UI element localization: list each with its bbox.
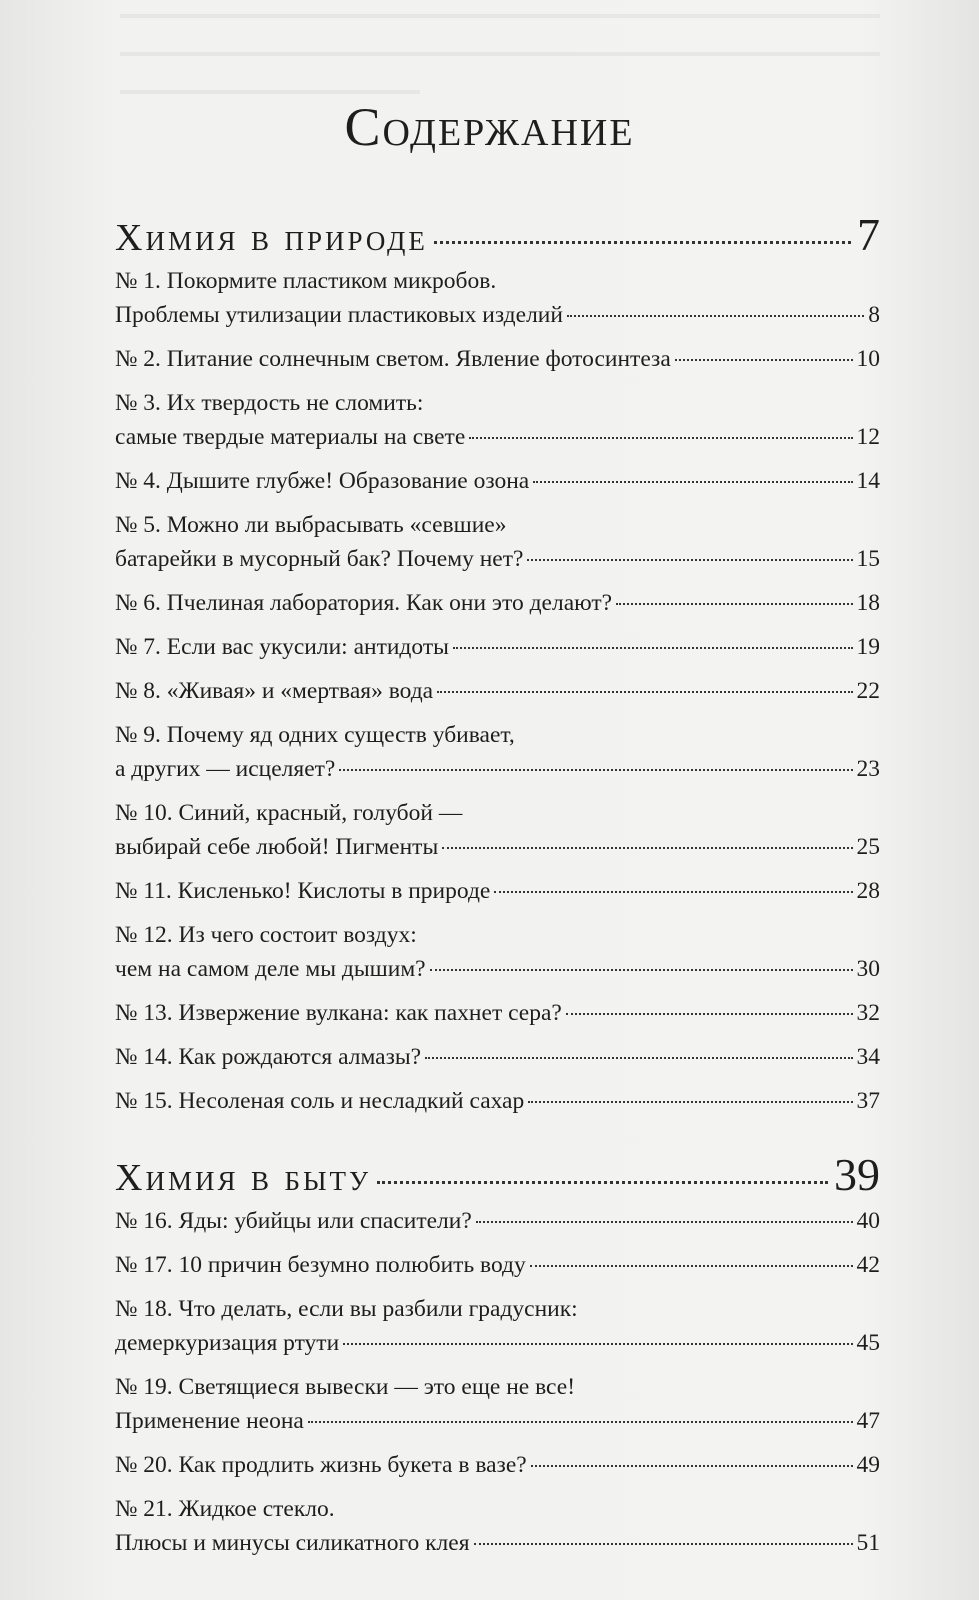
dot-leader: [528, 1101, 852, 1103]
entry-title-line1: № 12. Из чего состоит воздух:: [115, 922, 417, 948]
entry-title-line1: № 10. Синий, красный, голубой —: [115, 800, 463, 826]
toc-entry[interactable]: [115, 264, 880, 332]
dot-leader: [474, 1543, 853, 1545]
toc-entry[interactable]: [115, 874, 880, 908]
entry-page-number: 23: [856, 756, 880, 782]
dot-leader: [494, 891, 852, 893]
toc-entry[interactable]: [115, 1040, 880, 1074]
dot-leader: [530, 1265, 853, 1267]
toc-entry[interactable]: [115, 1492, 880, 1560]
entry-page-number: 42: [856, 1252, 880, 1278]
entry-page-number: 12: [856, 424, 880, 450]
entry-page-number: 14: [856, 468, 880, 494]
dot-leader: [531, 1465, 853, 1467]
entry-title-line2: чем на самом деле мы дышим?: [115, 956, 426, 982]
section-page-number: 7: [857, 209, 880, 260]
entry-title: № 11. Кисленько! Кислоты в природе: [115, 878, 491, 904]
entry-title-line2: батарейки в мусорный бак? Почему нет?: [115, 546, 524, 572]
entry-title: № 15. Несоленая соль и несладкий сахар: [115, 1088, 525, 1114]
entry-page-number: 34: [856, 1044, 880, 1070]
entry-title-line1: № 3. Их твердость не сломить:: [115, 390, 424, 416]
entry-title: № 14. Как рождаются алмазы?: [115, 1044, 422, 1070]
page-title: Содержание: [344, 97, 635, 157]
entry-title-line1: № 19. Светящиеся вывески — это еще не все!: [115, 1374, 576, 1400]
entry-title-line1: № 18. Что делать, если вы разбили градусник:: [115, 1296, 578, 1322]
dot-leader: [442, 847, 852, 849]
entry-title-line2: Плюсы и минусы силикатного клея: [115, 1530, 470, 1556]
toc-entry[interactable]: [115, 1448, 880, 1482]
entry-title-line2: Применение неона: [115, 1408, 304, 1434]
bleed-through-line: [120, 14, 880, 18]
dot-leader: [616, 603, 852, 605]
entry-title: № 4. Дышите глубже! Образование озона: [115, 468, 530, 494]
entry-page-number: 28: [856, 878, 880, 904]
dot-leader: [430, 969, 853, 971]
toc-entry[interactable]: [115, 796, 880, 864]
toc-entry[interactable]: [115, 1084, 880, 1118]
dot-leader: [476, 1221, 853, 1223]
toc-entry[interactable]: [115, 718, 880, 786]
entry-page-number: 15: [856, 546, 880, 572]
table-of-contents: [115, 208, 880, 1560]
dot-leader: [453, 647, 853, 649]
dot-leader: [434, 241, 851, 244]
entry-page-number: 49: [856, 1452, 880, 1478]
entry-title-line2: самые твердые материалы на свете: [115, 424, 466, 450]
dot-leader: [469, 437, 852, 439]
entry-page-number: 40: [856, 1208, 880, 1234]
section-title: Химия в быту: [115, 1157, 372, 1199]
entry-title: № 2. Питание солнечным светом. Явление фотосинтеза: [115, 346, 671, 372]
dot-leader: [339, 769, 852, 771]
entry-page-number: 47: [856, 1408, 880, 1434]
entry-title: № 13. Извержение вулкана: как пахнет сера?: [115, 1000, 562, 1026]
toc-entry[interactable]: [115, 464, 880, 498]
dot-leader: [527, 559, 852, 561]
entry-title-line2: Проблемы утилизации пластиковых изделий: [115, 302, 563, 328]
toc-entry[interactable]: [115, 1370, 880, 1438]
section-title: Химия в природе: [115, 217, 428, 259]
entry-title: № 7. Если вас укусили: антидоты: [115, 634, 449, 660]
toc-entry[interactable]: [115, 630, 880, 664]
toc-entry[interactable]: [115, 1204, 880, 1238]
entry-page-number: 51: [856, 1530, 880, 1556]
entry-title: № 16. Яды: убийцы или спасители?: [115, 1208, 472, 1234]
dot-leader: [343, 1343, 852, 1345]
dot-leader: [377, 1181, 828, 1184]
toc-entry[interactable]: [115, 342, 880, 376]
entry-page-number: 22: [856, 678, 880, 704]
toc-entry[interactable]: [115, 1292, 880, 1360]
dot-leader: [308, 1421, 853, 1423]
toc-entry[interactable]: [115, 996, 880, 1030]
entry-title-line2: демеркуризация ртути: [115, 1330, 340, 1356]
entry-title: № 20. Как продлить жизнь букета в вазе?: [115, 1452, 527, 1478]
bleed-through-line: [120, 52, 880, 56]
entry-title-line1: № 9. Почему яд одних существ убивает,: [115, 722, 515, 748]
bleed-through-line: [120, 90, 420, 94]
section-heading[interactable]: [115, 208, 880, 264]
entry-title-line2: выбирай себе любой! Пигменты: [115, 834, 439, 860]
entry-page-number: 32: [856, 1000, 880, 1026]
entry-title: № 6. Пчелиная лаборатория. Как они это делают?: [115, 590, 613, 616]
toc-entry[interactable]: [115, 586, 880, 620]
entry-title: № 8. «Живая» и «мертвая» вода: [115, 678, 434, 704]
dot-leader: [567, 315, 864, 317]
dot-leader: [566, 1013, 853, 1015]
entry-page-number: 30: [856, 956, 880, 982]
entry-page-number: 25: [856, 834, 880, 860]
toc-entry[interactable]: [115, 386, 880, 454]
dot-leader: [437, 691, 852, 693]
entry-page-number: 10: [856, 346, 880, 372]
toc-entry[interactable]: [115, 918, 880, 986]
entry-page-number: 37: [856, 1088, 880, 1114]
dot-leader: [533, 481, 852, 483]
toc-entry[interactable]: [115, 674, 880, 708]
entry-page-number: 8: [868, 302, 880, 328]
entry-title-line2: а других — исцеляет?: [115, 756, 336, 782]
entry-title: № 17. 10 причин безумно полюбить воду: [115, 1252, 526, 1278]
entry-page-number: 18: [856, 590, 880, 616]
dot-leader: [675, 359, 853, 361]
entry-title-line1: № 1. Покормите пластиком микробов.: [115, 268, 497, 294]
section-page-number: 39: [834, 1149, 880, 1200]
dot-leader: [425, 1057, 852, 1059]
toc-entry[interactable]: [115, 1248, 880, 1282]
section-heading[interactable]: [115, 1148, 880, 1204]
toc-entry[interactable]: [115, 508, 880, 576]
entry-page-number: 45: [856, 1330, 880, 1356]
entry-page-number: 19: [856, 634, 880, 660]
entry-title-line1: № 21. Жидкое стекло.: [115, 1496, 335, 1522]
entry-title-line1: № 5. Можно ли выбрасывать «севшие»: [115, 512, 507, 538]
